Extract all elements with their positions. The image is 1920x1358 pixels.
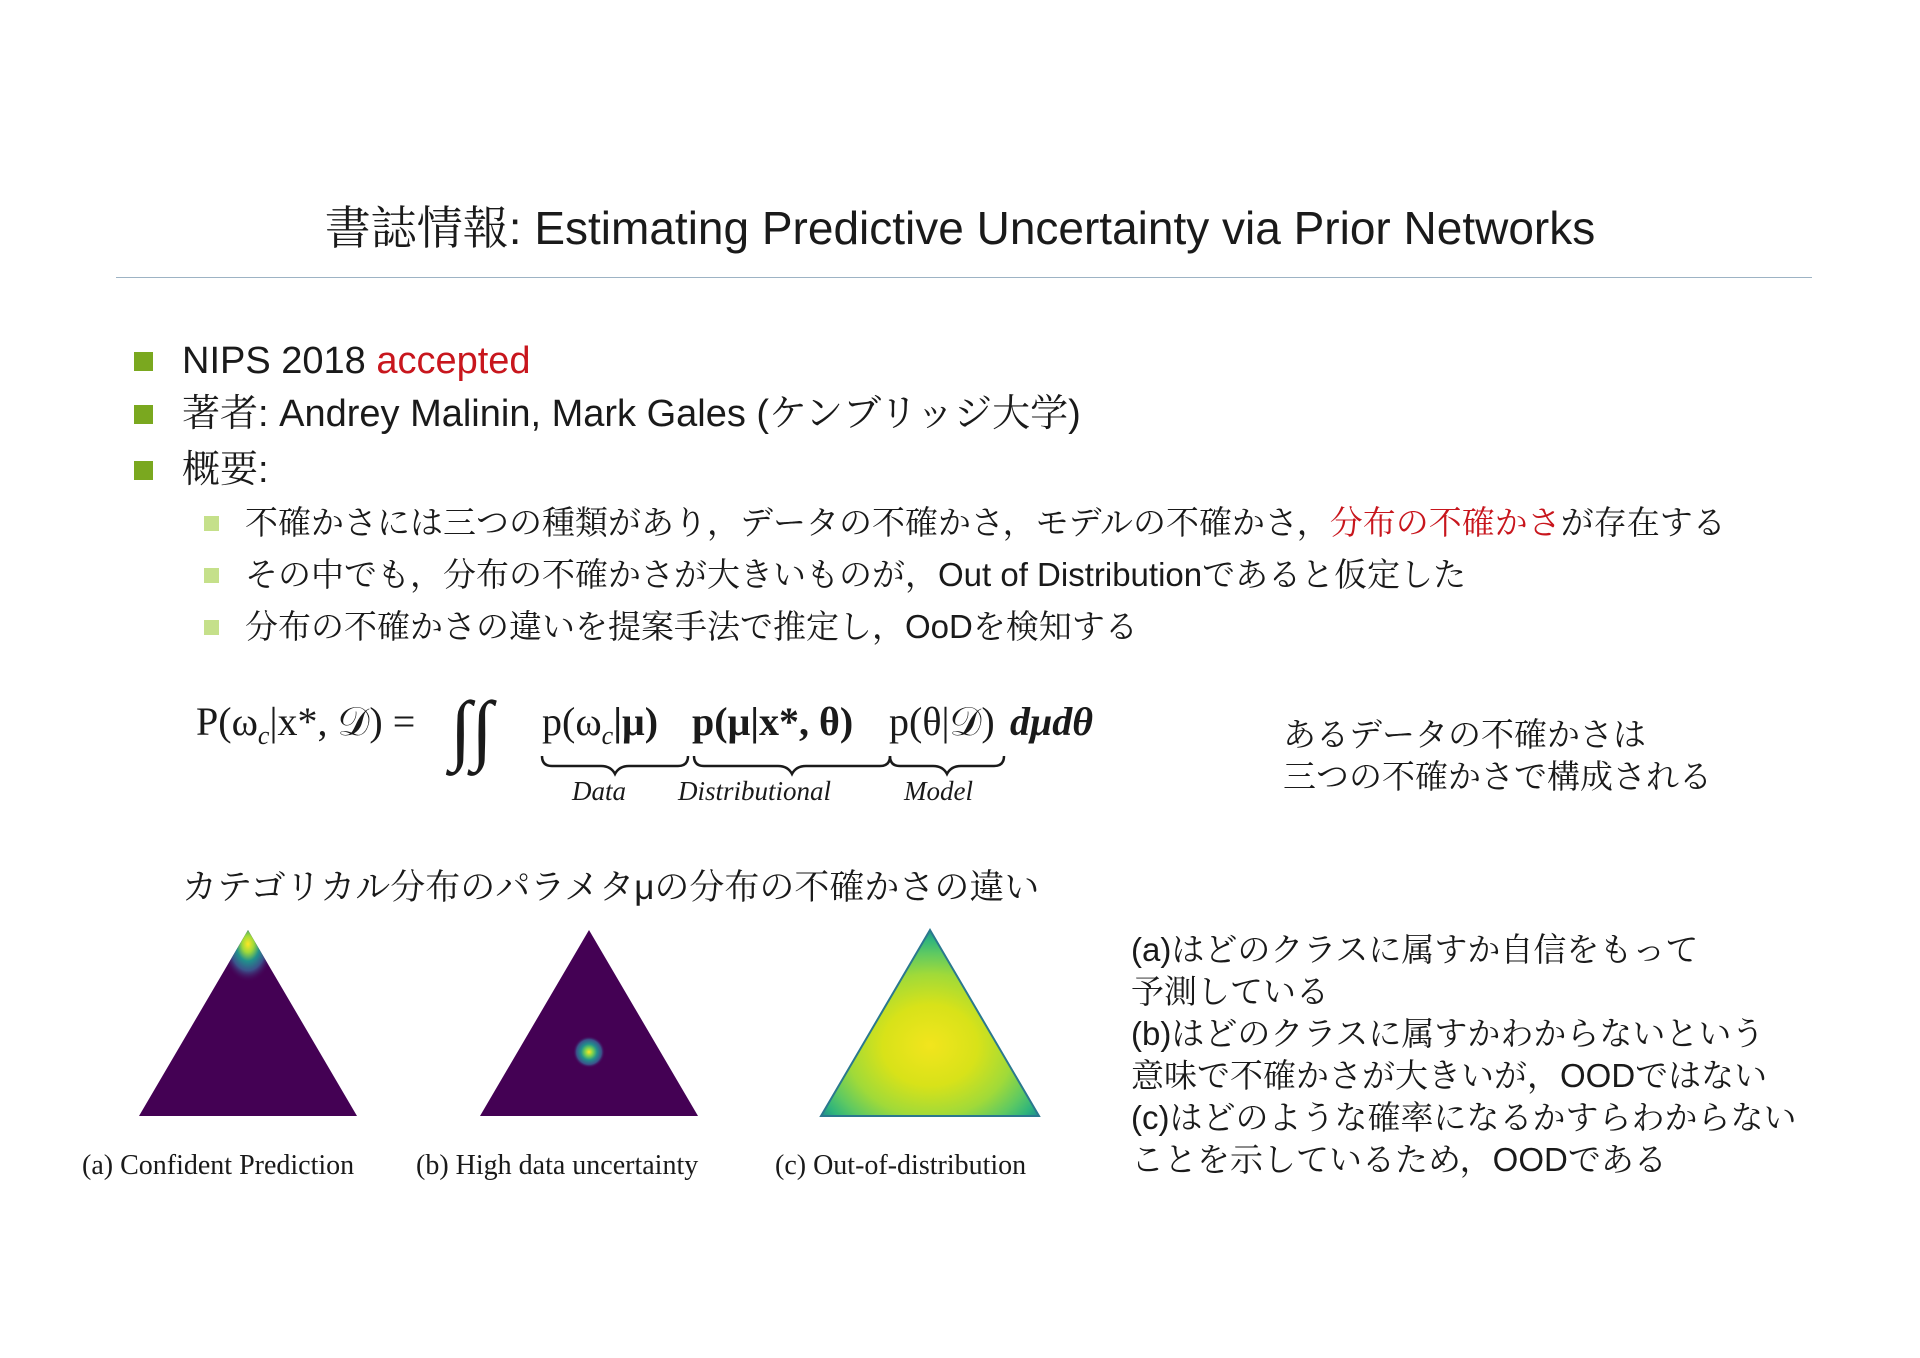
bullet-square-icon	[134, 405, 153, 424]
sub-bullet-square-icon	[204, 516, 219, 531]
figure-caption: カテゴリカル分布のパラメタμの分布の不確かさの違い	[182, 868, 1040, 907]
summary-label: 概要:	[182, 449, 269, 491]
term-data-sub: c	[601, 721, 614, 750]
bullet-text	[182, 336, 531, 386]
simplex-panel-a	[139, 920, 357, 1116]
conference-status: accepted	[376, 340, 531, 382]
term-data-head: p(ω	[542, 699, 602, 744]
sub-bullet-1-text: 不確かさには三つの種類があり，データの不確かさ，モデルの不確かさ，	[245, 504, 1330, 541]
figure-note-line-5: (c)はどのような確率になるかすらわからない	[1131, 1099, 1797, 1136]
bullet-square-icon	[134, 461, 153, 480]
formula-note-line-1: あるデータの不確かさは	[1283, 716, 1646, 753]
sub-bullet-2-text: その中でも，分布の不確かさが大きいものが，Out of Distributionであると仮定した	[245, 556, 1467, 593]
figure-note-line-1: (a)はどのクラスに属すか自信をもって	[1131, 931, 1699, 968]
sub-bullet-1-highlight: 分布の不確かさ	[1329, 504, 1561, 541]
term-data-rest: |μ)	[613, 699, 659, 744]
formula-integral: ∫∫	[450, 685, 493, 772]
simplex-figure	[80, 920, 1080, 1148]
figure-note-line-6: ことを示しているため，OODである	[1131, 1141, 1667, 1178]
formula-lhs-head: P(ω	[196, 699, 258, 744]
panel-label-b: (b) High data uncertainty	[416, 1150, 699, 1181]
formula-note-line-2: 三つの不確かさで構成される	[1283, 758, 1712, 795]
conference-name: NIPS 2018	[182, 340, 377, 382]
figure-note-line-4: 意味で不確かさが大きいが，OODではない	[1131, 1057, 1768, 1094]
formula-term-model: p(θ|𝒟)	[889, 699, 995, 744]
prediction-formula	[196, 685, 1126, 820]
formula-lhs-sub: c	[257, 721, 270, 750]
panel-label-a: (a) Confident Prediction	[82, 1150, 355, 1181]
simplex-panel-c	[821, 930, 1039, 1116]
simplex-panel-b	[480, 930, 698, 1116]
formula-underbraces	[196, 690, 1126, 820]
label-model: Model	[904, 776, 973, 806]
slide-title: 書誌情報: Estimating Predictive Uncertainty via Prior Networks	[324, 202, 1596, 254]
panel-label-c: (c) Out-of-distribution	[775, 1150, 1027, 1181]
sub-bullet-3-text: 分布の不確かさの違いを提案手法で推定し，OoDを検知する	[245, 608, 1138, 645]
formula-lhs-rest: |x*, 𝒟) =	[269, 699, 416, 744]
figure-note-line-3: (b)はどのクラスに属すかわからないという	[1131, 1015, 1765, 1052]
label-distributional: Distributional	[678, 776, 832, 806]
authors-text: 著者: Andrey Malinin, Mark Gales (ケンブリッジ大学)	[182, 393, 1081, 435]
label-data: Data	[572, 776, 626, 806]
title-divider	[116, 277, 1812, 278]
formula-tail: dμdθ	[1010, 699, 1094, 744]
sub-bullet-square-icon	[204, 568, 219, 583]
sub-bullet-square-icon	[204, 620, 219, 635]
bullet-square-icon	[134, 352, 153, 371]
figure-note-line-2: 予測している	[1131, 973, 1329, 1010]
sub-bullet-1-tail: が存在する	[1560, 504, 1726, 541]
sub-bullet-text	[245, 501, 1726, 545]
formula-term-distributional: p(μ|x*, θ)	[692, 699, 854, 744]
